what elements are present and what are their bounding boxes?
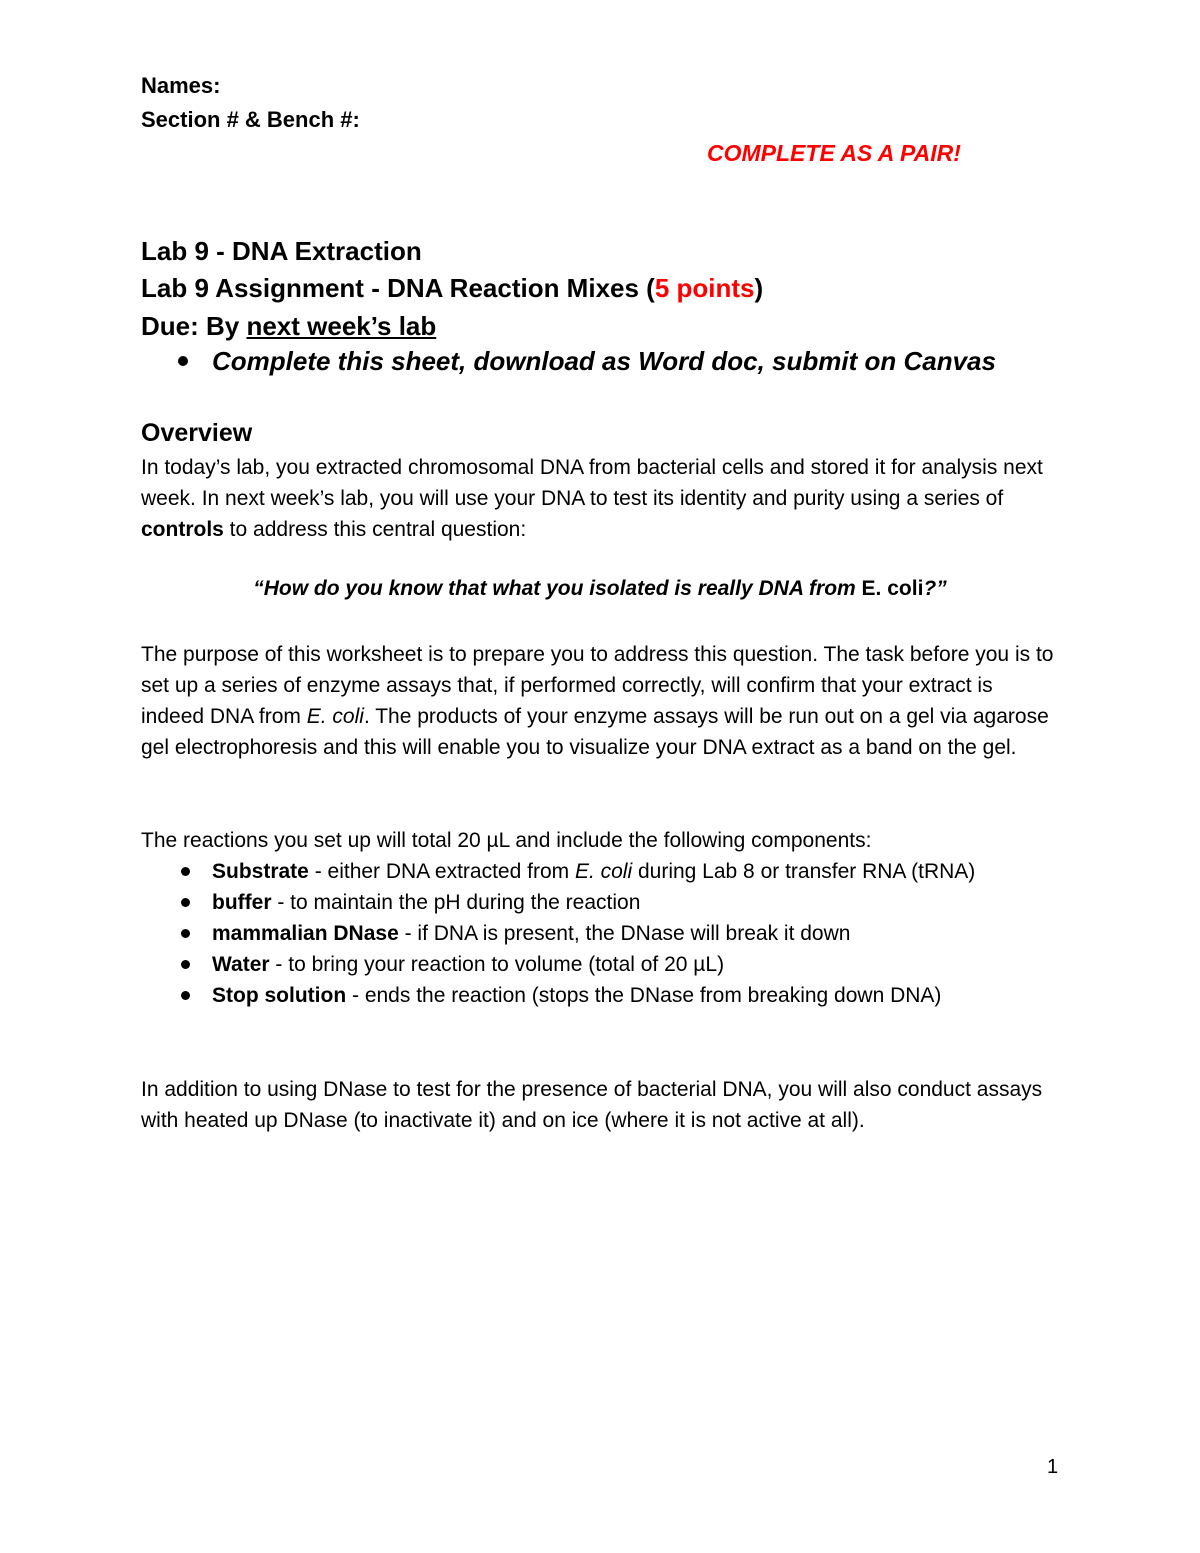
component-desc: - to bring your reaction to volume (total of 20 µL): [269, 953, 725, 976]
due-prefix: Due: By: [141, 311, 247, 341]
question-ecoli: E. coli: [861, 577, 924, 600]
component-desc: - ends the reaction (stops the DNase from breaking down DNA): [346, 984, 942, 1007]
assignment-title-prefix: Lab 9 Assignment - DNA Reaction Mixes (: [141, 273, 655, 303]
assignment-title: [141, 273, 763, 304]
points-value: 5 points: [654, 273, 755, 303]
list-item: [141, 856, 1061, 887]
component-desc: - to maintain the pH during the reaction: [271, 891, 641, 914]
overview-paragraph-2: [141, 639, 1061, 763]
p1-text-a: In today’s lab, you extracted chromosomal DNA from bacterial cells and stored it for analysis next week. In next week’s lab, you will use your DNA to test its identity and purity using a series of: [141, 456, 1043, 510]
component-term: Stop solution: [212, 984, 347, 1007]
instruction-text: Complete this sheet, download as Word doc, submit on Canvas: [212, 346, 996, 376]
central-question: [0, 577, 1200, 601]
component-desc: - if DNA is present, the DNase will break it down: [398, 922, 851, 945]
overview-paragraph-3: The reactions you set up will total 20 µL and include the following components:: [141, 829, 872, 852]
names-label: Names:: [141, 73, 221, 98]
p2-ecoli: E. coli: [306, 705, 364, 728]
overview-heading: Overview: [141, 419, 253, 447]
p2-text-b: . The products of your enzyme assays will be run out on a gel via agarose gel electrophoresis and this will enable you to visualize your DNA extract as a band on the gel.: [141, 705, 1049, 759]
list-item: [141, 980, 1061, 1011]
list-item: [141, 949, 1061, 980]
bullet-icon: [181, 960, 190, 969]
p1-text-b: to address this central question:: [223, 518, 527, 541]
component-term: mammalian DNase: [212, 922, 399, 945]
overview-paragraph-4: In addition to using DNase to test for the presence of bacterial DNA, you will also conduct assays with heated up DNase (to inactivate it) and on ice (where it is not active at all).: [141, 1078, 1043, 1132]
section-bench-label: Section # & Bench #:: [141, 107, 360, 132]
instruction-bullet: [178, 346, 996, 377]
question-text-b: ?”: [923, 577, 947, 600]
lab-title: Lab 9 - DNA Extraction: [141, 236, 422, 266]
component-desc: during Lab 8 or transfer RNA (tRNA): [632, 860, 976, 883]
component-desc: - either DNA extracted from: [308, 860, 575, 883]
controls-term: controls: [141, 518, 224, 541]
assignment-title-suffix: ): [754, 273, 764, 303]
due-line: [141, 311, 436, 342]
component-term: Substrate: [212, 860, 309, 883]
complete-as-pair-note: COMPLETE AS A PAIR!: [707, 140, 961, 166]
bullet-icon: [178, 356, 188, 366]
page-number: 1: [1047, 1456, 1059, 1478]
component-term: buffer: [212, 891, 272, 914]
p2-text-a: The purpose of this worksheet is to prepare you to address this question. The task before you is to set up a series of enzyme assays that, if performed correctly, will confirm that your extract is indeed DNA from: [141, 643, 1054, 728]
components-list: [141, 856, 1061, 1011]
bullet-icon: [181, 867, 190, 876]
question-text-a: “How do you know that what you isolated is really DNA from: [253, 577, 862, 600]
component-ecoli: E. coli: [574, 860, 633, 883]
bullet-icon: [181, 991, 190, 1000]
component-term: Water: [212, 953, 270, 976]
list-item: [141, 918, 1061, 949]
bullet-icon: [181, 898, 190, 907]
bullet-icon: [181, 929, 190, 938]
due-date: next week’s lab: [246, 311, 437, 341]
overview-paragraph-1: [141, 452, 1061, 545]
list-item: [141, 887, 1061, 918]
